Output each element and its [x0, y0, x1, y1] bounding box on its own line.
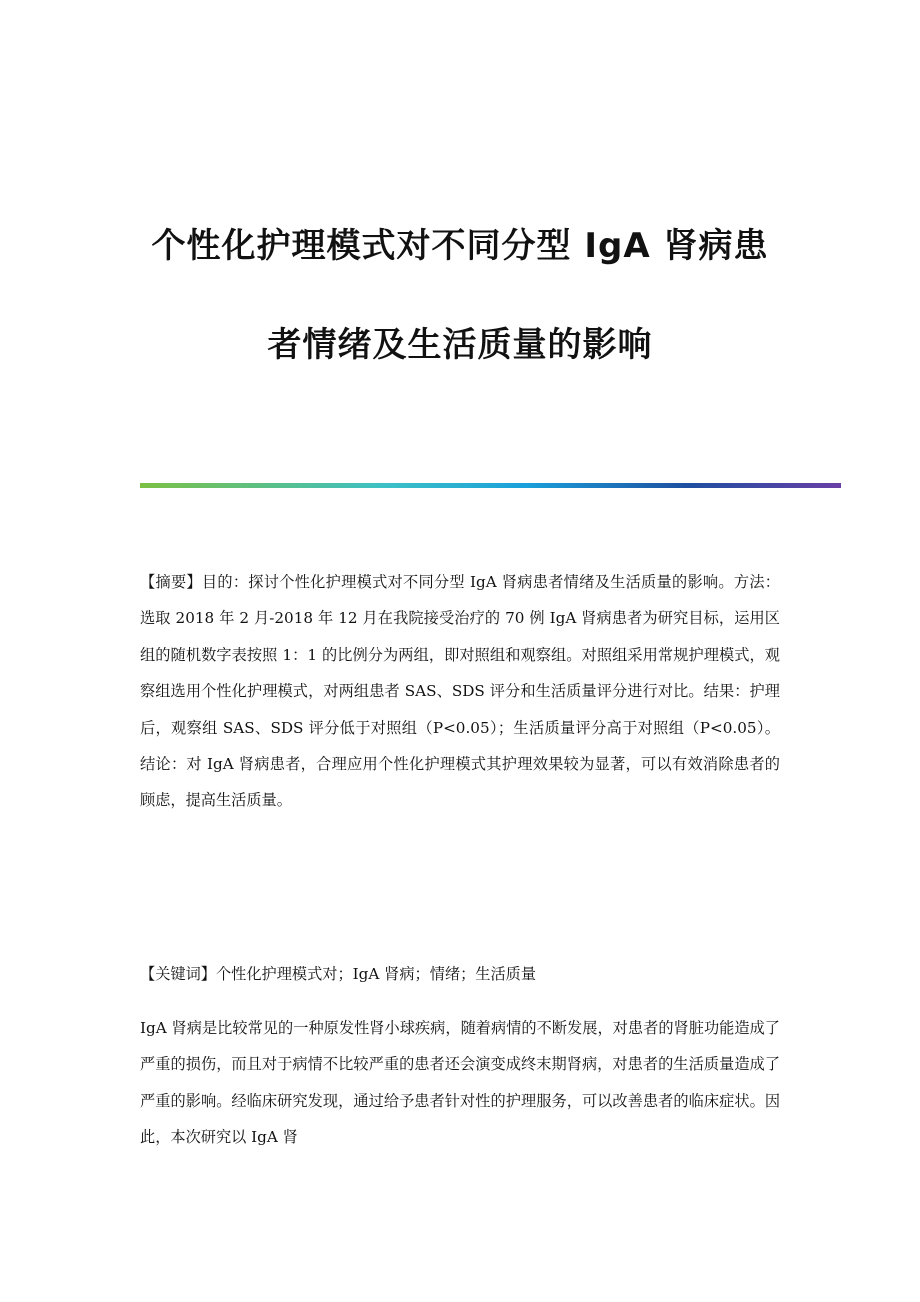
- abstract-paragraph: [140, 564, 780, 819]
- keywords-label: 【关键词】: [140, 965, 216, 983]
- intro-paragraph: IgA 肾病是比较常见的一种原发性肾小球疾病，随着病情的不断发展，对患者的肾脏功能造成了严重的损伤，而且对于病情不比较严重的患者还会演变成终末期肾病，对患者的生活质量造成了严重的影响。经临床研究发现，通过给予患者针对性的护理服务，可以改善患者的临床症状。因此，本次研究以 IgA 肾: [140, 1019, 780, 1147]
- keywords-text: 个性化护理模式对；IgA 肾病；情绪；生活质量: [215, 965, 537, 983]
- abstract-label: 【摘要】: [140, 573, 202, 591]
- abstract-text: 目的：探讨个性化护理模式对不同分型 IgA 肾病患者情绪及生活质量的影响。方法：选取 2018 年 2 月-2018 年 12 月在我院接受治疗的 70 例 IgA 肾病患者为研究目标，运用区组的随机数字表按照 1：1 的比例分为两组，即对照组和观察组。对照组采用常规护理模式，观察组选用个性化护理模式，对两组患者 SAS、SDS 评分和生活质量评分进行对比。结果：护理后，观察组 SAS、SDS 评分低于对照组（P<0.05）；生活质量评分高于对照组（P<0.05）。结论：对 IgA 肾病患者，合理应用个性化护理模式其护理效果较为显著，可以有效消除患者的顾虑，提高生活质量。: [140, 573, 780, 810]
- paper-title-line-2: 者情绪及生活质量的影响: [267, 325, 653, 365]
- paper-title-line-1: 个性化护理模式对不同分型 IgA 肾病患: [151, 226, 769, 266]
- keywords-paragraph: [140, 956, 780, 992]
- gradient-divider: [140, 483, 841, 488]
